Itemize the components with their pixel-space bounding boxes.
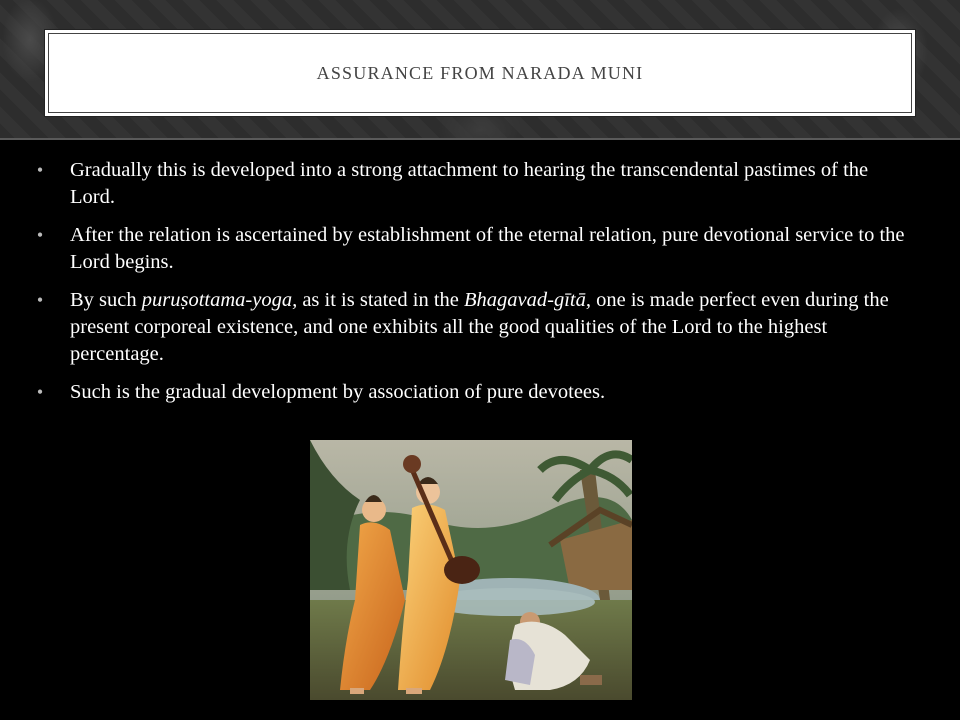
figure-left-foot bbox=[350, 688, 364, 694]
bullet-item bbox=[30, 222, 910, 276]
bullet-item bbox=[30, 157, 910, 211]
devotional-painting bbox=[310, 440, 632, 700]
bullet-text-part: as it is stated in the bbox=[297, 289, 465, 311]
bullet-dot: • bbox=[36, 160, 44, 180]
bullet-text: After the relation is ascertained by establishment of the eternal relation, pure devotional service to the Lord begins. bbox=[70, 224, 905, 273]
bullet-text: Such is the gradual development by association of pure devotees. bbox=[70, 381, 606, 403]
vina-top-gourd bbox=[403, 455, 421, 473]
bullet-dot: • bbox=[36, 225, 44, 245]
title-box bbox=[44, 29, 916, 117]
bullet-italic-title: Bhagavad-gītā, bbox=[464, 289, 591, 311]
bullet-text-part: By such bbox=[70, 289, 142, 311]
bullet-dot: • bbox=[36, 290, 44, 310]
bullet-list bbox=[30, 157, 910, 417]
vina-bottom-gourd bbox=[444, 556, 480, 584]
bullet-text: Gradually this is developed into a strong attachment to hearing the transcendental pastimes of the Lord. bbox=[70, 159, 869, 208]
bullet-item bbox=[30, 379, 910, 406]
slide-title: ASSURANCE FROM NARADA MUNI bbox=[316, 62, 644, 83]
bullet-italic-term: puruṣottama-yoga, bbox=[141, 289, 298, 311]
bullet-item bbox=[30, 287, 910, 368]
bullet-text-part: one is made perfect even during the present corporeal existence, and one exhibits all the good qualities of the Lord to the highest percentage. bbox=[70, 289, 889, 365]
figure-right-foot bbox=[406, 688, 422, 694]
bullet-dot: • bbox=[36, 382, 44, 402]
kneeling-figure-leg bbox=[580, 675, 602, 685]
painting-svg bbox=[310, 440, 632, 700]
